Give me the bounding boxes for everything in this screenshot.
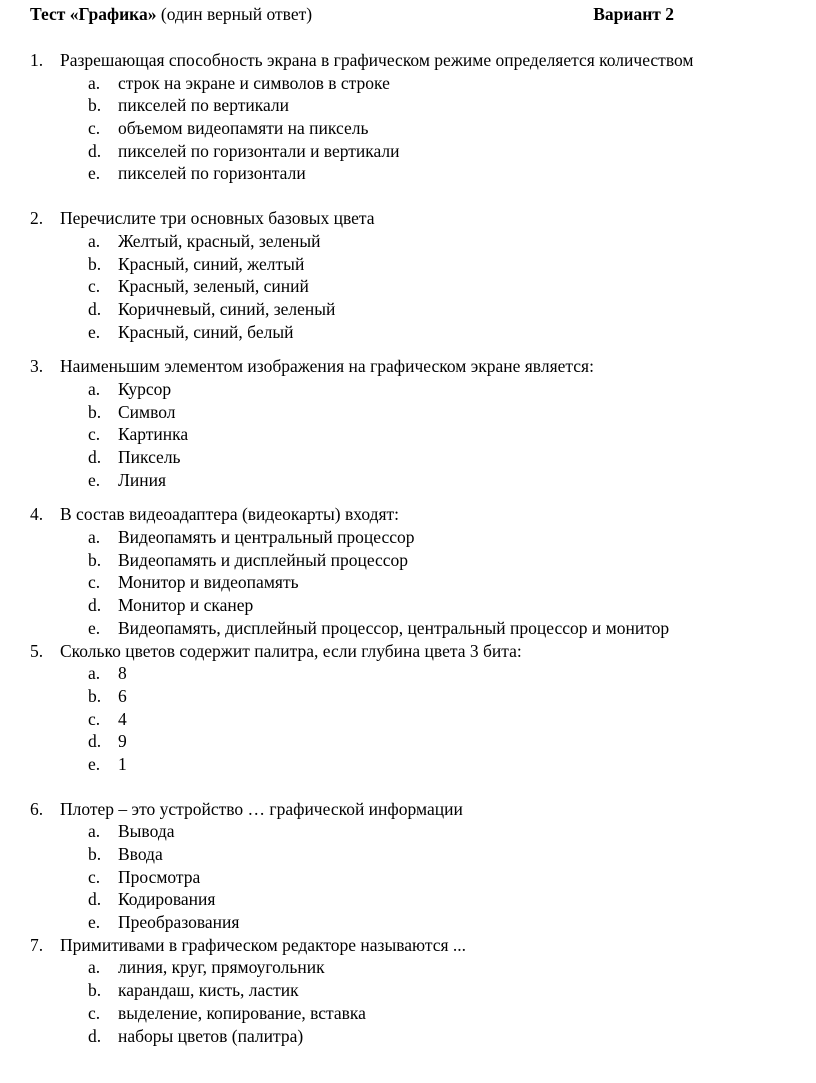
option-e [30, 162, 800, 185]
variant-label: Вариант 2 [593, 4, 674, 24]
question-line [30, 355, 800, 378]
option-d [30, 1025, 800, 1048]
option-text: Коричневый, синий, зеленый [118, 298, 336, 319]
option-text: Преобразования [118, 912, 240, 933]
question-number: 2. [30, 208, 44, 229]
option-d [30, 298, 800, 321]
question-7 [30, 934, 800, 1047]
option-letter: a. [88, 821, 101, 842]
question-number: 6. [30, 798, 44, 819]
question-line [30, 798, 800, 821]
option-e [30, 911, 800, 934]
option-letter: e. [88, 163, 101, 184]
option-list [30, 820, 800, 933]
option-list [30, 956, 800, 1047]
option-text: Кодирования [118, 889, 216, 910]
option-letter: b. [88, 401, 102, 422]
question-4 [30, 503, 800, 639]
option-b [30, 979, 800, 1002]
option-letter: d. [88, 889, 102, 910]
option-a [30, 526, 800, 549]
option-text: пикселей по горизонтали и вертикали [118, 140, 400, 161]
question-number: 3. [30, 356, 44, 377]
option-text: объемом видеопамяти на пиксель [118, 118, 369, 139]
option-text: 9 [118, 731, 127, 752]
option-text: пикселей по горизонтали [118, 163, 306, 184]
option-letter: a. [88, 378, 101, 399]
option-letter: c. [88, 1002, 101, 1023]
question-number: 5. [30, 640, 44, 661]
option-letter: b. [88, 549, 102, 570]
option-b [30, 549, 800, 572]
question-text: Плотер – это устройство … графической информации [60, 798, 463, 819]
option-text: строк на экране и символов в строке [118, 72, 390, 93]
option-a [30, 956, 800, 979]
option-letter: c. [88, 572, 101, 593]
option-a [30, 662, 800, 685]
option-letter: c. [88, 424, 101, 445]
option-text: Просмотра [118, 866, 201, 887]
option-text: линия, круг, прямоугольник [118, 957, 325, 978]
option-text: Монитор и сканер [118, 595, 254, 616]
option-text: выделение, копирование, вставка [118, 1002, 366, 1023]
question-line [30, 207, 800, 230]
option-c [30, 1002, 800, 1025]
option-text: Красный, зеленый, синий [118, 276, 309, 297]
option-d [30, 446, 800, 469]
question-text: Перечислите три основных базовых цвета [60, 208, 375, 229]
option-letter: c. [88, 276, 101, 297]
option-list [30, 72, 800, 185]
option-a [30, 230, 800, 253]
option-text: Видеопамять и центральный процессор [118, 527, 415, 548]
option-letter: a. [88, 527, 101, 548]
option-e [30, 617, 800, 640]
question-list [30, 49, 800, 1047]
option-letter: b. [88, 685, 102, 706]
option-letter: b. [88, 980, 102, 1001]
document-header [30, 2, 710, 26]
option-e [30, 753, 800, 776]
option-letter: d. [88, 1025, 102, 1046]
option-a [30, 72, 800, 95]
option-b [30, 401, 800, 424]
option-text: 8 [118, 663, 127, 684]
option-text: Красный, синий, желтый [118, 253, 305, 274]
option-b [30, 253, 800, 276]
option-c [30, 571, 800, 594]
question-number: 4. [30, 504, 44, 525]
option-letter: e. [88, 617, 101, 638]
option-d [30, 594, 800, 617]
question-text: Наименьшим элементом изображения на графическом экране является: [60, 356, 594, 377]
option-text: Вывода [118, 821, 175, 842]
question-5 [30, 640, 800, 776]
option-letter: b. [88, 844, 102, 864]
option-letter: d. [88, 447, 102, 467]
option-d [30, 140, 800, 163]
option-letter: d. [88, 298, 102, 319]
question-3 [30, 355, 800, 491]
question-2 [30, 207, 800, 343]
option-text: Курсор [118, 378, 172, 399]
option-c [30, 275, 800, 298]
option-text: 4 [118, 708, 127, 729]
option-e [30, 469, 800, 492]
option-c [30, 117, 800, 140]
option-text: 1 [118, 753, 127, 774]
question-number: 1. [30, 50, 44, 70]
option-c [30, 708, 800, 731]
question-number: 7. [30, 934, 44, 955]
option-text: Картинка [118, 424, 189, 445]
option-letter: a. [88, 72, 101, 93]
option-text: Красный, синий, белый [118, 321, 294, 342]
option-letter: d. [88, 140, 102, 161]
question-text: В состав видеоадаптера (видеокарты) входят: [60, 504, 400, 525]
question-line [30, 640, 800, 663]
question-text: Примитивами в графическом редакторе называются ... [60, 934, 467, 955]
option-text: Желтый, красный, зеленый [118, 230, 321, 251]
test-subtitle: (один верный ответ) [156, 4, 313, 24]
option-letter: e. [88, 469, 101, 490]
option-text: карандаш, кисть, ластик [118, 980, 299, 1001]
question-line [30, 934, 800, 957]
option-letter: e. [88, 912, 101, 933]
question-6 [30, 798, 800, 934]
option-letter: e. [88, 321, 101, 342]
option-list [30, 526, 800, 639]
option-text: пикселей по вертикали [118, 95, 289, 116]
option-letter: a. [88, 957, 101, 978]
option-b [30, 94, 800, 117]
option-letter: d. [88, 595, 102, 616]
question-text: Разрешающая способность экрана в графическом режиме определяется количеством [60, 50, 694, 70]
option-d [30, 888, 800, 911]
option-text: Линия [118, 469, 167, 490]
option-letter: c. [88, 866, 101, 887]
option-letter: a. [88, 663, 101, 684]
option-letter: c. [88, 708, 101, 729]
option-d [30, 730, 800, 753]
option-b [30, 685, 800, 708]
test-title: Тест «Графика» [30, 4, 157, 24]
question-1 [30, 49, 800, 185]
option-c [30, 423, 800, 446]
option-text: Ввода [118, 844, 163, 864]
question-line [30, 503, 800, 526]
option-list [30, 662, 800, 775]
option-letter: d. [88, 731, 102, 752]
option-text: наборы цветов (палитра) [118, 1025, 304, 1046]
option-list [30, 230, 800, 343]
option-text: 6 [118, 685, 127, 706]
option-text: Символ [118, 401, 176, 422]
question-line [30, 49, 800, 72]
option-letter: e. [88, 753, 101, 774]
option-b [30, 843, 800, 866]
option-letter: b. [88, 253, 102, 274]
option-e [30, 321, 800, 344]
option-c [30, 866, 800, 889]
option-a [30, 820, 800, 843]
option-text: Видеопамять, дисплейный процессор, центральный процессор и монитор [118, 617, 670, 638]
option-text: Пиксель [118, 447, 181, 467]
option-text: Видеопамять и дисплейный процессор [118, 549, 409, 570]
option-text: Монитор и видеопамять [118, 572, 299, 593]
option-letter: c. [88, 118, 101, 139]
option-letter: a. [88, 230, 101, 251]
option-letter: b. [88, 95, 102, 116]
question-text: Сколько цветов содержит палитра, если глубина цвета 3 бита: [60, 640, 522, 661]
option-a [30, 378, 800, 401]
option-list [30, 378, 800, 491]
